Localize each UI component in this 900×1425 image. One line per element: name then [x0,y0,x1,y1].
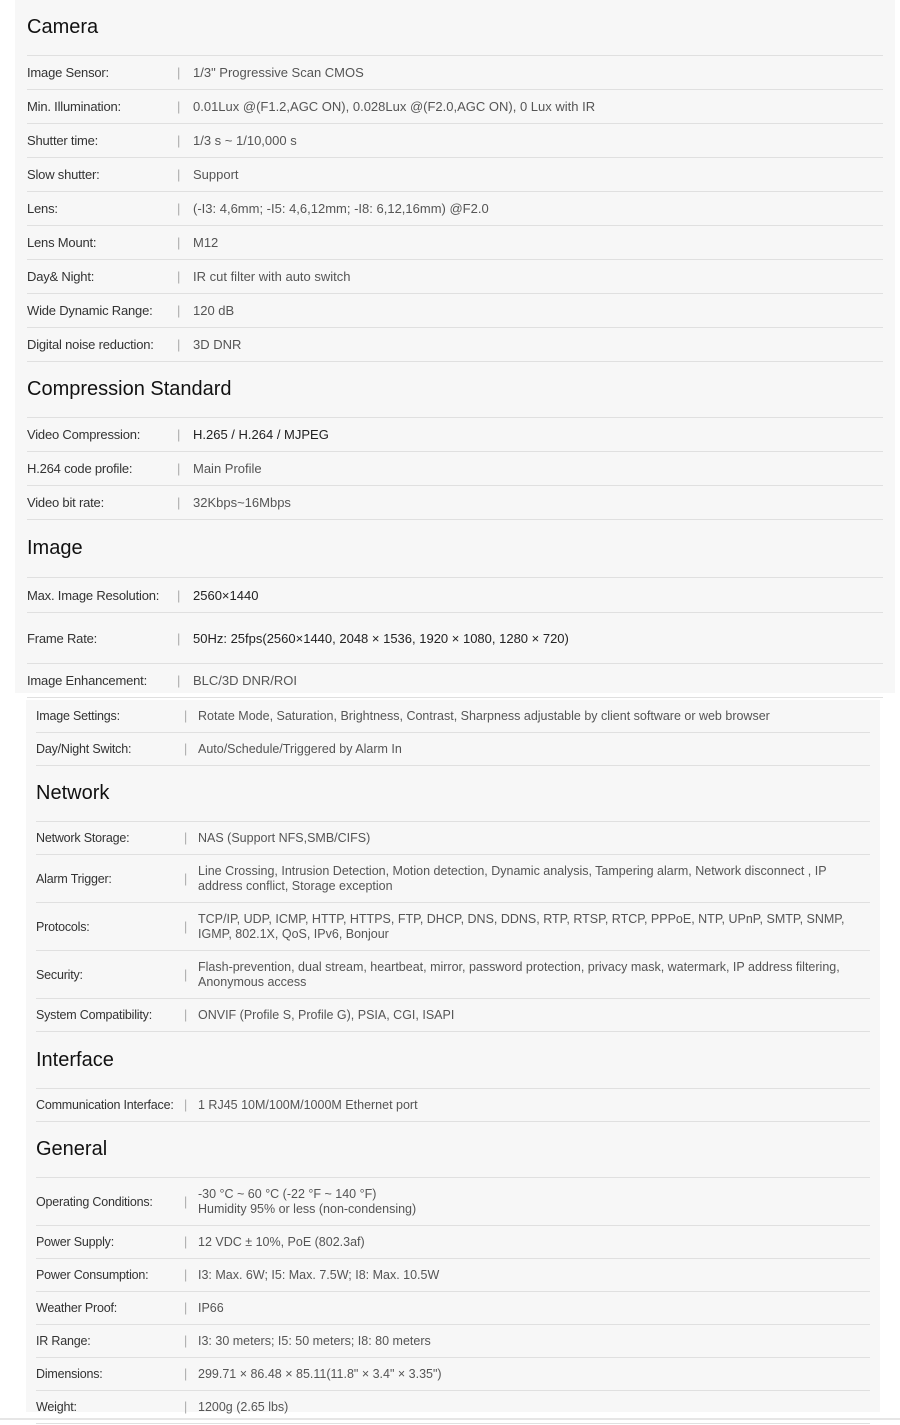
spec-value: Auto/Schedule/Triggered by Alarm In [198,741,402,756]
spec-table-top [27,0,883,698]
spec-label: Alarm Trigger: [36,871,112,886]
spec-label: Network Storage: [36,831,130,845]
separator: | [184,1008,188,1022]
spec-label: Communication Interface: [36,1098,174,1112]
spec-row [27,90,883,124]
spec-value: 50Hz: 25fps(2560×1440, 2048 × 1536, 1920 × 1080, 1280 × 720) [193,630,569,646]
spec-value: IR cut filter with auto switch [193,269,351,284]
section-title: Interface [36,1032,870,1089]
separator: | [184,742,188,756]
spec-row [27,613,883,664]
separator: | [177,495,181,510]
spec-row [36,1259,870,1292]
spec-value: 32Kbps~16Mbps [193,495,291,510]
spec-value: 0.01Lux @(F1.2,AGC ON), 0.028Lux @(F2.0,AGC ON), 0 Lux with IR [193,99,596,114]
spec-row [36,951,870,999]
spec-label: Digital noise reduction: [27,337,154,352]
spec-label: Day/Night Switch: [36,742,132,756]
spec-value: Support [193,167,239,182]
separator: | [184,1098,188,1112]
spec-row [27,158,883,192]
spec-value: 1/3" Progressive Scan CMOS [193,65,364,80]
spec-label: Day& Night: [27,269,95,284]
spec-row [36,822,870,855]
spec-value-line: -30 °C ~ 60 °C (-22 °F ~ 140 °F) [198,1186,377,1201]
separator: | [177,630,181,646]
separator: | [177,427,181,442]
spec-row [36,1358,870,1391]
spec-value: Line Crossing, Intrusion Detection, Motion detection, Dynamic analysis, Tampering alarm, Network disconnect , IP address conflict, Storage exception [198,863,827,893]
spec-label: System Compatibility: [36,1008,152,1022]
spec-row [27,192,883,226]
section-image [27,520,883,698]
separator: | [184,1194,188,1209]
spec-label: Frame Rate: [27,630,98,646]
spec-row [36,1089,870,1122]
spec-label: Video bit rate: [27,495,104,510]
spec-row [27,226,883,260]
spec-label: Wide Dynamic Range: [27,303,153,318]
spec-row [36,855,870,903]
spec-value: 1 RJ45 10M/100M/1000M Ethernet port [198,1097,418,1112]
spec-row [27,56,883,90]
spec-label: Video Compression: [27,427,141,442]
spec-label: Image Settings: [36,709,120,723]
spec-value: M12 [193,235,219,250]
spec-row [36,1226,870,1259]
separator: | [184,1400,188,1414]
spec-label: Power Supply: [36,1235,114,1249]
section-compression-standard [27,362,883,520]
separator: | [184,919,188,934]
section-camera [27,0,883,362]
section-title: General [36,1122,870,1178]
separator: | [184,967,188,982]
spec-row [36,903,870,951]
section-title: Camera [27,0,883,56]
spec-label: Dimensions: [36,1367,103,1381]
spec-row [27,260,883,294]
spec-label: Operating Conditions: [36,1194,153,1209]
spec-label: H.264 code profile: [27,461,133,476]
spec-value: 3D DNR [193,337,242,352]
spec-value: 1200g (2.65 lbs) [198,1399,289,1414]
spec-value: IP66 [198,1300,224,1315]
separator: | [184,831,188,845]
spec-value: ONVIF (Profile S, Profile G), PSIA, CGI, ISAPI [198,1007,455,1022]
spec-value: 120 dB [193,303,235,318]
spec-value: BLC/3D DNR/ROI [193,673,298,688]
separator: | [184,871,188,886]
spec-value: H.265 / H.264 / MJPEG [193,427,329,442]
separator: | [177,303,181,318]
spec-label: Protocols: [36,919,90,934]
spec-table-bottom [36,700,870,1424]
spec-value: 12 VDC ± 10%, PoE (802.3af) [198,1234,365,1249]
spec-value: Main Profile [193,461,262,476]
separator: | [177,337,181,352]
section-interface [36,1032,870,1122]
separator: | [184,1268,188,1282]
spec-label: Lens: [27,201,58,216]
spec-label: Weather Proof: [36,1301,118,1315]
spec-value: Flash-prevention, dual stream, heartbeat, mirror, password protection, privacy mask, watermark, IP address filtering, Anonymous access [198,959,840,989]
spec-row [27,294,883,328]
spec-label: Weight: [36,1400,77,1414]
separator: | [177,201,181,216]
section-general [36,1122,870,1424]
separator: | [184,1235,188,1249]
section-title: Compression Standard [27,362,883,418]
spec-row [27,664,883,698]
spec-row [27,328,883,362]
spec-label: Image Sensor: [27,65,109,80]
separator: | [184,1334,188,1348]
spec-row [36,733,870,766]
spec-label: Min. Illumination: [27,99,121,114]
spec-label: Shutter time: [27,133,99,148]
separator: | [184,1301,188,1315]
separator: | [177,167,181,182]
spec-row [36,700,870,733]
section-title: Image [27,520,883,578]
spec-label: Image Enhancement: [27,673,147,688]
spec-value: TCP/IP, UDP, ICMP, HTTP, HTTPS, FTP, DHCP, DNS, DDNS, RTP, RTSP, RTCP, PPPoE, NTP, UPnP, SMTP, SNMP, IGMP, 802.1X, QoS, IPv6, Bonjour [198,911,845,941]
spec-value [198,1187,870,1217]
spec-value: 299.71 × 86.48 × 85.11(11.8" × 3.4" × 3.35") [198,1366,442,1381]
section-continued [36,700,870,766]
spec-label: Security: [36,967,83,982]
spec-label: Lens Mount: [27,235,97,250]
spec-value: Rotate Mode, Saturation, Brightness, Contrast, Sharpness adjustable by client software or web browser [198,708,770,723]
spec-row [27,124,883,158]
separator: | [184,1367,188,1381]
separator: | [177,587,181,603]
spec-panel-bottom [26,700,880,1412]
spec-value: NAS (Support NFS,SMB/CIFS) [198,830,371,845]
spec-row [36,999,870,1032]
spec-label: IR Range: [36,1334,91,1348]
separator: | [177,673,181,688]
spec-row [36,1292,870,1325]
spec-value: I3: 30 meters; I5: 50 meters; I8: 80 meters [198,1333,431,1348]
spec-row [27,486,883,520]
spec-value: (-I3: 4,6mm; -I5: 4,6,12mm; -I8: 6,12,16mm) @F2.0 [193,201,489,216]
separator: | [177,99,181,114]
spec-row [36,1325,870,1358]
spec-label: Power Consumption: [36,1268,149,1282]
spec-panel-top [15,0,895,693]
separator: | [184,709,188,723]
spec-value: I3: Max. 6W; I5: Max. 7.5W; I8: Max. 10.5W [198,1267,440,1282]
spec-row [27,452,883,486]
spec-row [36,1178,870,1226]
spec-row [27,418,883,452]
section-title: Network [36,766,870,822]
spec-value-line: Humidity 95% or less (non-condensing) [198,1201,417,1216]
section-network [36,766,870,1032]
separator: | [177,65,181,80]
spec-value: 2560×1440 [193,587,259,603]
separator: | [177,235,181,250]
spec-row [27,578,883,613]
separator: | [177,461,181,476]
spec-label: Max. Image Resolution: [27,587,160,603]
separator: | [177,133,181,148]
spec-value: 1/3 s ~ 1/10,000 s [193,133,297,148]
spec-label: Slow shutter: [27,167,100,182]
bottom-rule [0,1418,900,1420]
separator: | [177,269,181,284]
